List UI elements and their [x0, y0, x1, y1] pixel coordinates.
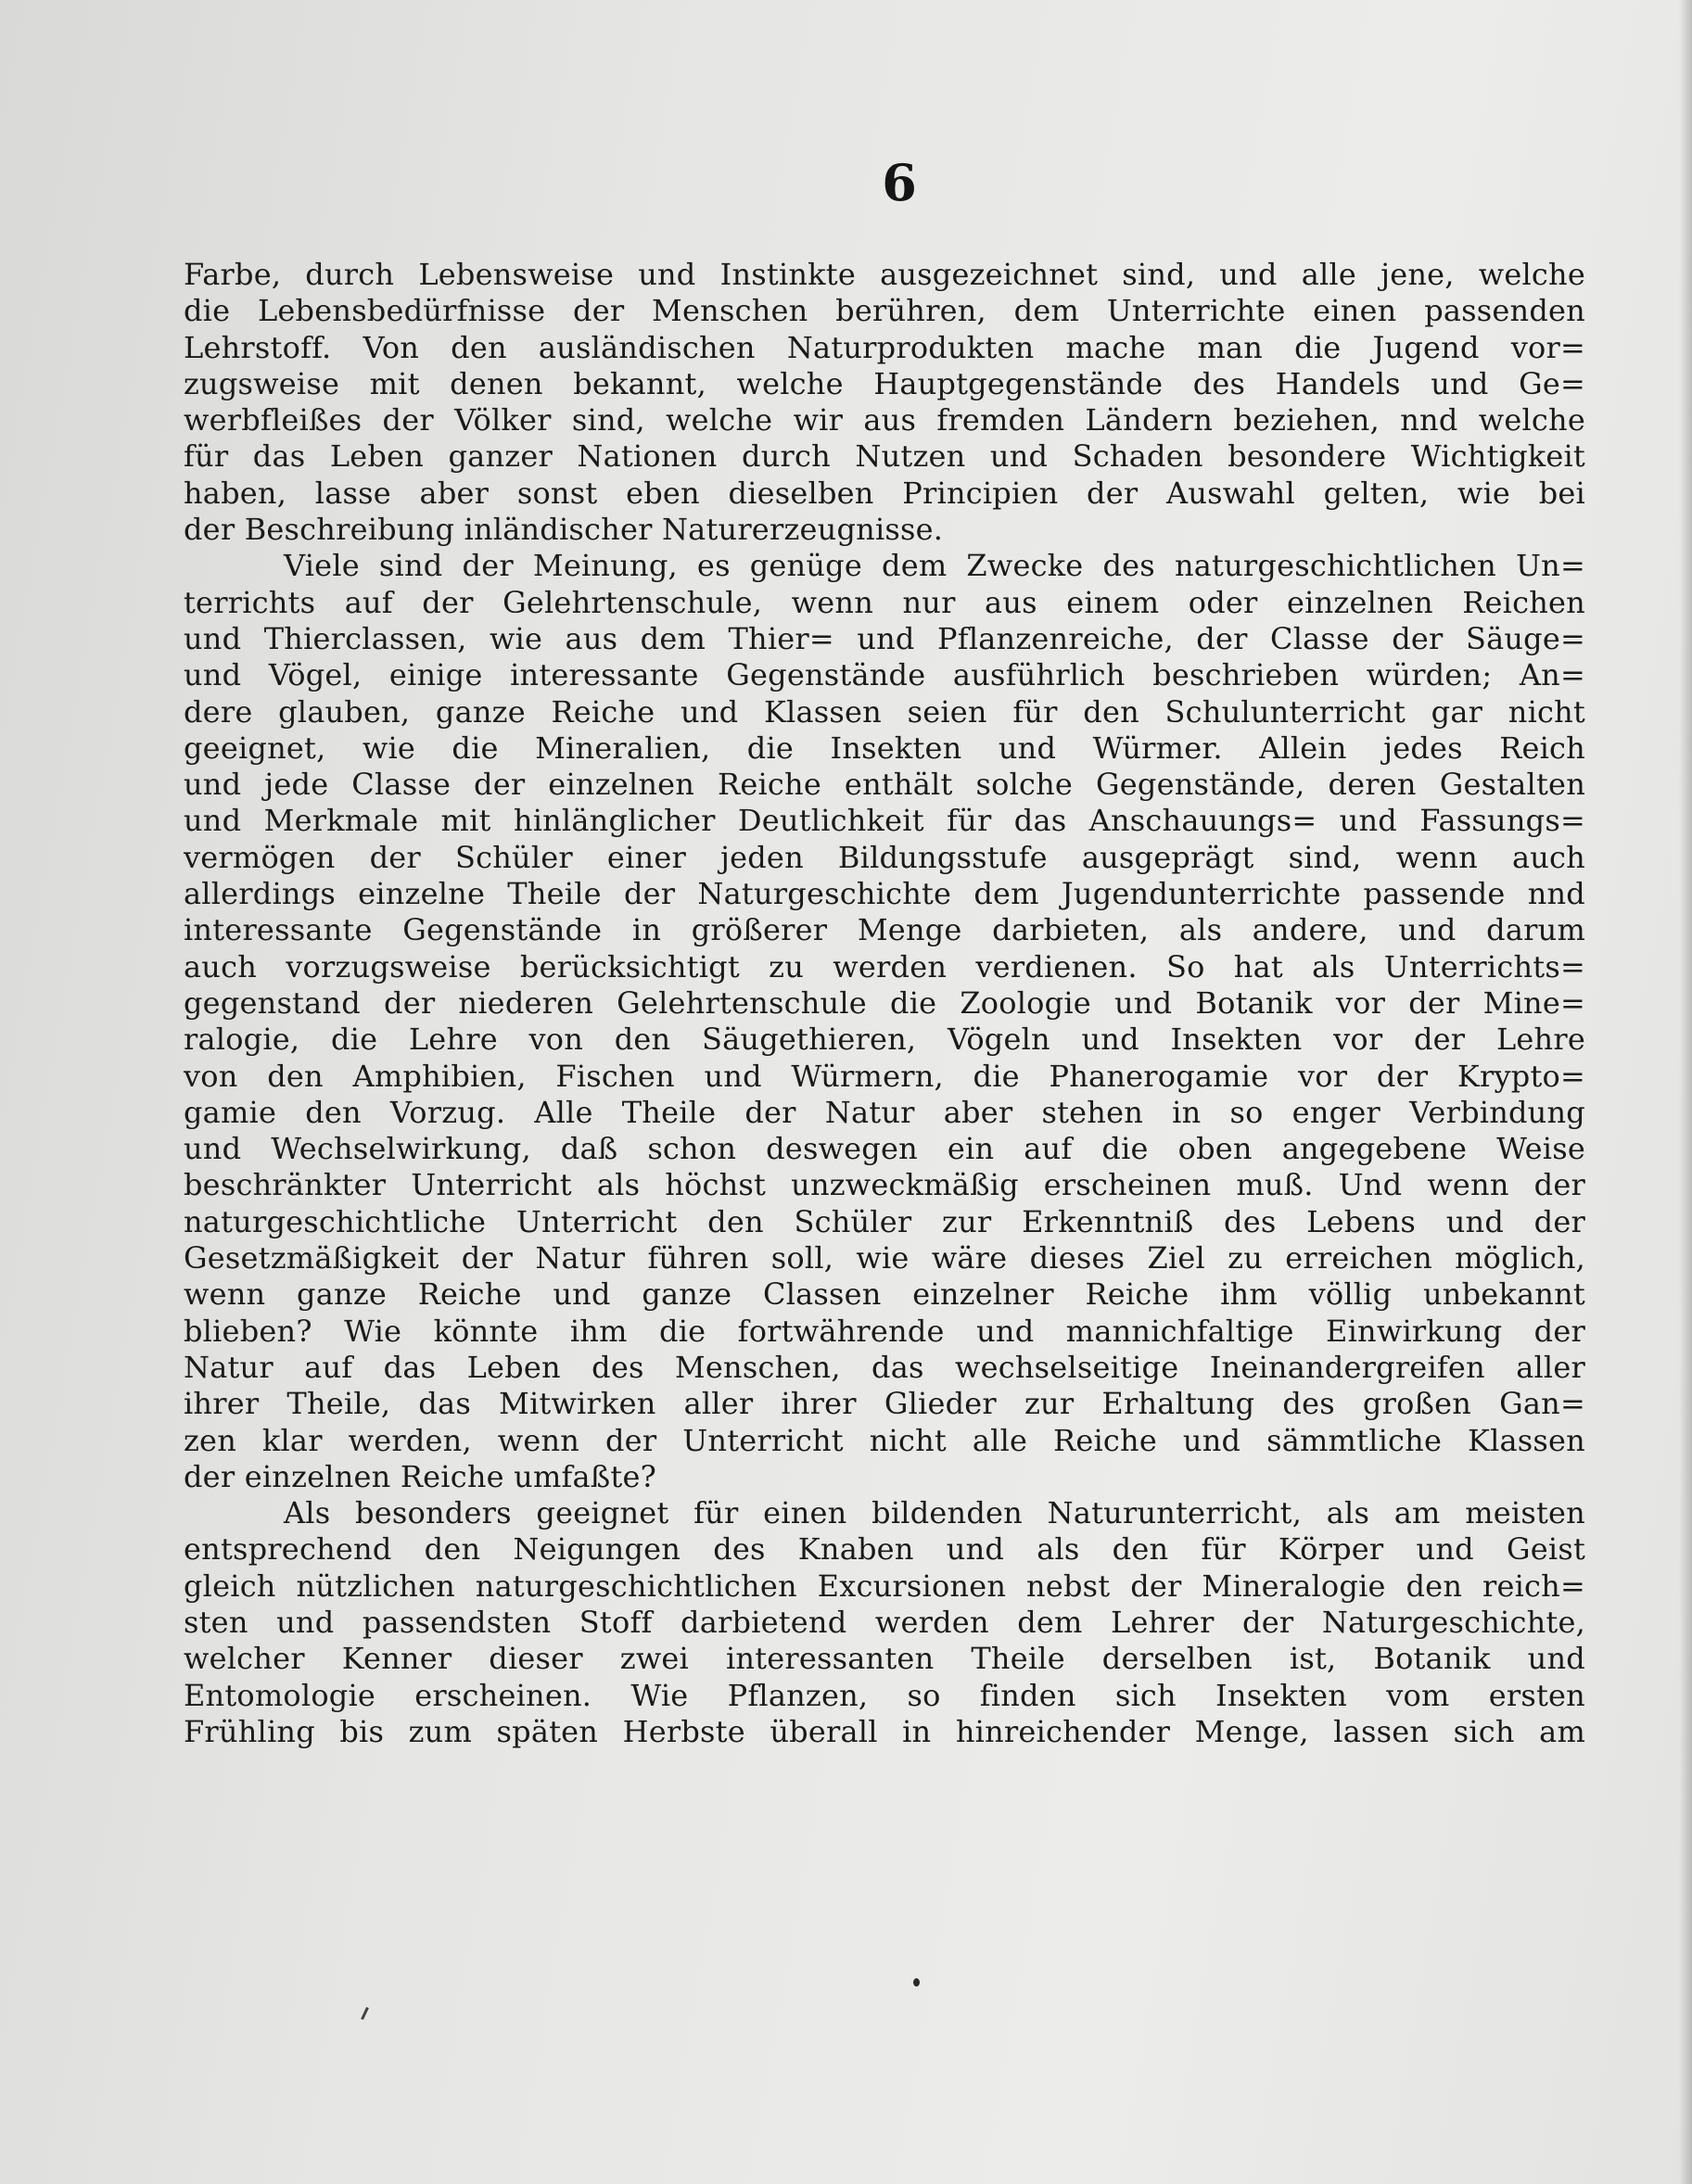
body-text	[184, 257, 1585, 1750]
text-line: Gesetzmäßigkeit der Natur führen soll, wie wäre dieses Ziel zu erreichen möglich,	[184, 1240, 1585, 1276]
text-line: Farbe, durch Lebensweise und Instinkte ausgezeichnet sind, und alle jene, welche	[184, 257, 1585, 292]
text-line: wenn ganze Reiche und ganze Classen einzelner Reiche ihm völlig unbekannt	[184, 1276, 1585, 1313]
text-line: Natur auf das Leben des Menschen, das wechselseitige Ineinandergreifen aller	[184, 1349, 1585, 1385]
text-line: werbfleißes der Völker sind, welche wir aus fremden Ländern beziehen, nnd welche	[184, 402, 1585, 438]
text-line: ihrer Theile, das Mitwirken aller ihrer Glieder zur Erhaltung des großen Gan=	[184, 1386, 1585, 1422]
text-line: zugsweise mit denen bekannt, welche Hauptgegenstände des Handels und Ge=	[184, 365, 1585, 401]
text-line: welcher Kenner dieser zwei interessanten Theile derselben ist, Botanik und	[184, 1641, 1585, 1677]
text-line: blieben? Wie könnte ihm die fortwährende und mannichfaltige Einwirkung der	[184, 1313, 1585, 1349]
text-line: vermögen der Schüler einer jeden Bildungsstufe ausgeprägt sind, wenn auch	[184, 839, 1585, 875]
text-line: und Merkmale mit hinlänglicher Deutlichkeit für das Anschauungs= und Fassungs=	[184, 803, 1585, 839]
text-line: geeignet, wie die Mineralien, die Insekten und Würmer. Allein jedes Reich	[184, 730, 1585, 766]
text-line: dere glauben, ganze Reiche und Klassen seien für den Schulunterricht gar nicht	[184, 693, 1585, 730]
text-line: und Thierclassen, wie aus dem Thier= und Pflanzenreiche, der Classe der Säuge=	[184, 620, 1585, 656]
text-line: ralogie, die Lehre von den Säugethieren, Vögeln und Insekten vor der Lehre	[184, 1022, 1585, 1058]
text-line: sten und passendsten Stoff darbietend werden dem Lehrer der Naturgeschichte,	[184, 1604, 1585, 1640]
text-line: gamie den Vorzug. Alle Theile der Natur aber stehen in so enger Verbindung	[184, 1094, 1585, 1130]
text-line: auch vorzugsweise berücksichtigt zu werden verdienen. So hat als Unterrichts=	[184, 948, 1585, 984]
text-line: interessante Gegenstände in größerer Menge darbieten, als andere, und darum	[184, 912, 1585, 948]
text-line: Entomologie erscheinen. Wie Pflanzen, so finden sich Insekten vom ersten	[184, 1677, 1585, 1713]
text-line: Als besonders geeignet für einen bildenden Naturunterricht, als am meisten	[284, 1495, 1585, 1531]
text-line: naturgeschichtliche Unterricht den Schüler zur Erkenntniß des Lebens und der	[184, 1203, 1585, 1239]
text-line: zen klar werden, wenn der Unterricht nicht alle Reiche und sämmtliche Klassen	[184, 1422, 1585, 1458]
text-line: terrichts auf der Gelehrtenschule, wenn nur aus einem oder einzelnen Reichen	[184, 584, 1585, 620]
text-line: Lehrstoff. Von den ausländischen Naturprodukten mache man die Jugend vor=	[184, 329, 1585, 365]
text-line: und Wechselwirkung, daß schon deswegen ein auf die oben angegebene Weise	[184, 1131, 1585, 1167]
text-line: gegenstand der niederen Gelehrtenschule die Zoologie und Botanik vor der Mine=	[184, 984, 1585, 1021]
text-line: Frühling bis zum späten Herbste überall in hinreichender Menge, lassen sich am	[184, 1713, 1585, 1749]
ink-speck	[913, 1978, 920, 1987]
text-line: der Beschreibung inländischer Naturerzeugnisse.	[184, 512, 944, 548]
text-line: die Lebensbedürfnisse der Menschen berühren, dem Unterrichte einen passenden	[184, 293, 1585, 329]
text-line: Viele sind der Meinung, es genüge dem Zwecke des naturgeschichtlichen Un=	[284, 548, 1585, 584]
text-line: und Vögel, einige interessante Gegenstände ausführlich beschrieben würden; An=	[184, 657, 1585, 693]
text-line: gleich nützlichen naturgeschichtlichen Excursionen nebst der Mineralogie den reich=	[184, 1568, 1585, 1604]
text-line: entsprechend den Neigungen des Knaben und als den für Körper und Geist	[184, 1531, 1585, 1568]
text-line: von den Amphibien, Fischen und Würmern, die Phanerogamie vor der Krypto=	[184, 1058, 1585, 1094]
ink-mark	[361, 2007, 369, 2020]
text-line: allerdings einzelne Theile der Naturgeschichte dem Jugendunterrichte passende nnd	[184, 876, 1585, 912]
text-line: haben, lasse aber sonst eben dieselben Principien der Auswahl gelten, wie bei	[184, 475, 1585, 511]
text-line: und jede Classe der einzelnen Reiche enthält solche Gegenstände, deren Gestalten	[184, 767, 1585, 803]
page-shadow-edge	[1679, 0, 1692, 2184]
text-line: der einzelnen Reiche umfaßte?	[184, 1458, 656, 1494]
text-line: für das Leben ganzer Nationen durch Nutzen und Schaden besondere Wichtigkeit	[184, 438, 1585, 475]
page-number: 6	[882, 153, 917, 212]
text-line: beschränkter Unterricht als höchst unzweckmäßig erscheinen muß. Und wenn der	[184, 1167, 1585, 1203]
